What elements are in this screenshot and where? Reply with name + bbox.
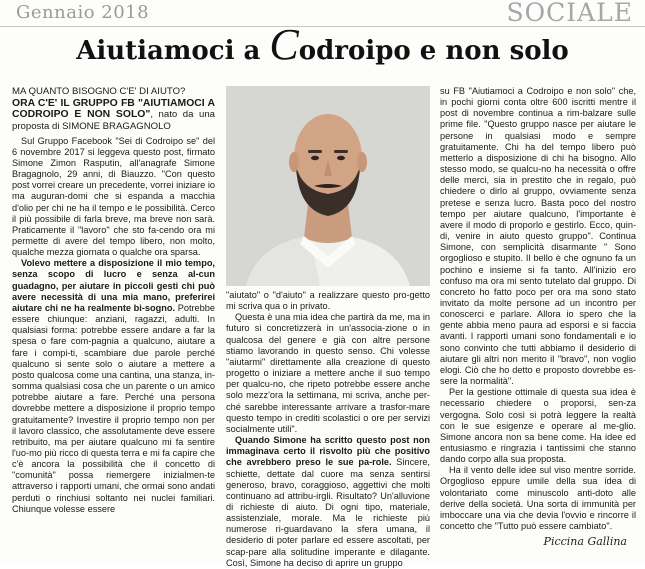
left-paragraph-1: Sul Gruppo Facebook "Sei di Codroipo se" del 6 novembre 2017 si leggeva questo post, firmato Simone Zimon Rasputin, all'anagrafe Simone Bragagnolo, 29 anni, di Biauzzo. "Con questo post vorrei creare un precedente, vorrei iniziare io ma auguran-domi che si espanda a macchia d'olio per chi ne ha il tempo e le possibilità. Cerco il più possibile di farla breve, ma breve non sarà. Praticamente il "lavoro" che sto fa-cendo ora mi permette di avere del tempo libero, non molto, qualche mezza giornata o qualche ora sparsa. [12,135,215,258]
left-paragraph-2 [12,258,215,515]
middle-paragraph-2: Questa è una mia idea che partirà da me, ma in futuro si concretizzerà in un'associa-zione o in qualcosa del genere e già con altre persone stiamo lavorando in questo senso. Chi volesse "aiutarmi" direttamente alla creazione di questo progetto o iniziare a mettere anche il suo tempo per qualcu-no, che ripeto potrebbe essere anche solo mezz'ora la settimana, mi scriva, anche per-ché sarebbe interessante arrivare a trasfor-mare questo tempo in crediti scolastici o ore per servizi socialmente utili". [226,312,430,434]
portrait-photo [226,86,430,286]
left-column [12,86,215,515]
right-paragraph-1: su FB "Aiutiamoci a Codroipo e non solo" che, in pochi giorni conta oltre 600 iscritti mentre il post di novembre continua a rim-balzare sulle prime file. "Questo gruppo nasce per aiutare le persone in qualsiasi modo e sempre gratuitamente. Chi ha del tempo libero può metterlo a disposizione di chi ha bisogno. Allo stesso modo, se qualcu-no ha necessità o offre delle merci, sia in prestito che in regalo, può chiedere o dirlo al gruppo, ovviamente senza pretese e senza lucro. Basta poco del nostro tempo per aiutare qualcuno, l'importante è avere il modo di proporlo e gestirlo. Ecco, quin-di, venire in aiuto questo gruppo". Continua Simone, con semplicità disarmante " Sono orgoglioso e stupito. Il bello è che ognuno fa un pochino e insieme si fa tanto. All'inizio ero confuso ma ora mi sento tutelato dal gruppo. Di concreto ho fatto poco per ora ma sono stato invitato da molte persone ad un incontro per conoscerci e parlare. Allora io spero che la gente abbia meno paura ad esporsi e si faccia avanti. I rapporti umani sono fondamentali e io sono convinto che tutti abbiamo il desiderio di aiutare gli altri non merito il "bravo", non voglio elogi. Ciò che ho detto e proposto dovrebbe es-sere la normalità". [440,86,636,387]
article-kicker [12,86,215,133]
middle-paragraph-3 [226,435,430,569]
author-signature: Piccina Gallina [543,535,627,548]
kicker-tail: , nato da una proposta di SIMONE BRAGAGNOLO [12,109,216,133]
left-paragraph-2-rest: Potrebbe essere chiunque: anziani, ragazzi, adulti. In qualsiasi forma: potrebbe essere andare a far la spesa o fare com-pagnia a qualcuno, aiutare a fare i compi-ti, scambiare due parole perché qualcuno si sente solo o aiutare a mettere a posto qualcosa come una cantina, una stanza, in-somma qualsiasi cosa che un parente o un amico potrebbe aiutare a fare. Perché una persona dovrebbe mettere a disposizione il proprio tempo gratuitamente? Investire il proprio tempo non per il lavoro classico, che assolutamente deve essere retribuito, ma per aiutare qualcuno mi fa sentire l'uo-mo più ricco di questa terra e mi fa capire che c'è ancora la possibilità che il concetto di "comunità" possa riemergere inizialmen-te attraverso i rapporti umani, che ormai sono andati perduti o rinchiusi soltanto nei nuclei familiari. Chiunque volesse essere [12,302,215,514]
left-paragraph-2-bold: Volevo mettere a disposizione il mio tempo, senza scopo di lucro e senza al-cun guadagno, per aiutare in piccoli gesti chi può avere necessità di una mia mano, preferirei aiutare chi ne ha realmente bi-sogno. [12,258,215,313]
issue-date: Gennaio 2018 [16,2,150,23]
headline-after: odroipo e non solo [298,36,569,66]
middle-paragraph-3-rest: Sincere, schiette, dettate dal cuore ma senza sentirsi generoso, bravo, coraggioso, aggettivi che molti continuano ad attribu-irgli. Risultato? Un'alluvione di richieste di aiuto. Di ogni tipo, materiale, assistenziale, morale. Ma le richieste più numerose ri-guardavano la sfera umana, il desiderio di poter parlare ed essere ascoltati, per scap-pare alla solitudine imperante e dilagante. Così, Simone ha deciso di aprire un gruppo [226,457,430,568]
section-title: SOCIALE [506,0,633,27]
article-headline [0,20,645,69]
right-paragraph-2: Per la gestione ottimale di questa sua idea è necessario chiedere o proporsi, sen-za vergogna. Solo così si potrà leggere la realtà con le sue esigenze e operare al me-glio. Simone ancora non sa bene come. Ha idee ed entusiasmo e ringrazia i tantissimi che stanno dando corpo alla sua proposta. [440,387,636,465]
middle-column [226,290,430,569]
portrait-illustration [226,86,430,286]
middle-paragraph-3-bold: Quando Simone ha scritto questo post non immaginava certo il risvolto più che positivo che avrebbero preso le sue pa-role. [226,435,430,468]
headline-before: Aiutiamoci a [76,36,270,66]
right-column [440,86,636,532]
kicker-question: MA QUANTO BISOGNO C'E' DI AIUTO? [12,86,186,97]
headline-initial: C [269,20,299,69]
middle-paragraph-1: "aiutato" o "d'aiuto" a realizzare questo pro-getto mi scriva qua o in privato. [226,290,430,312]
right-paragraph-3: Ha il vento delle idee sul viso mentre sorride. Orgoglioso eppure umile della sua idea di volontariato come minuscolo anti-doto alle derive della società. Una sorta di immunità per imboccare una via che devia l'ovvio e rincorre il concetto che "Tutto può essere cambiato". [440,465,636,532]
page-header [0,0,645,27]
kicker-lead: ORA C'E' IL GRUPPO FB "AIUTIAMOCI A CODROIPO E NON SOLO" [12,97,215,121]
